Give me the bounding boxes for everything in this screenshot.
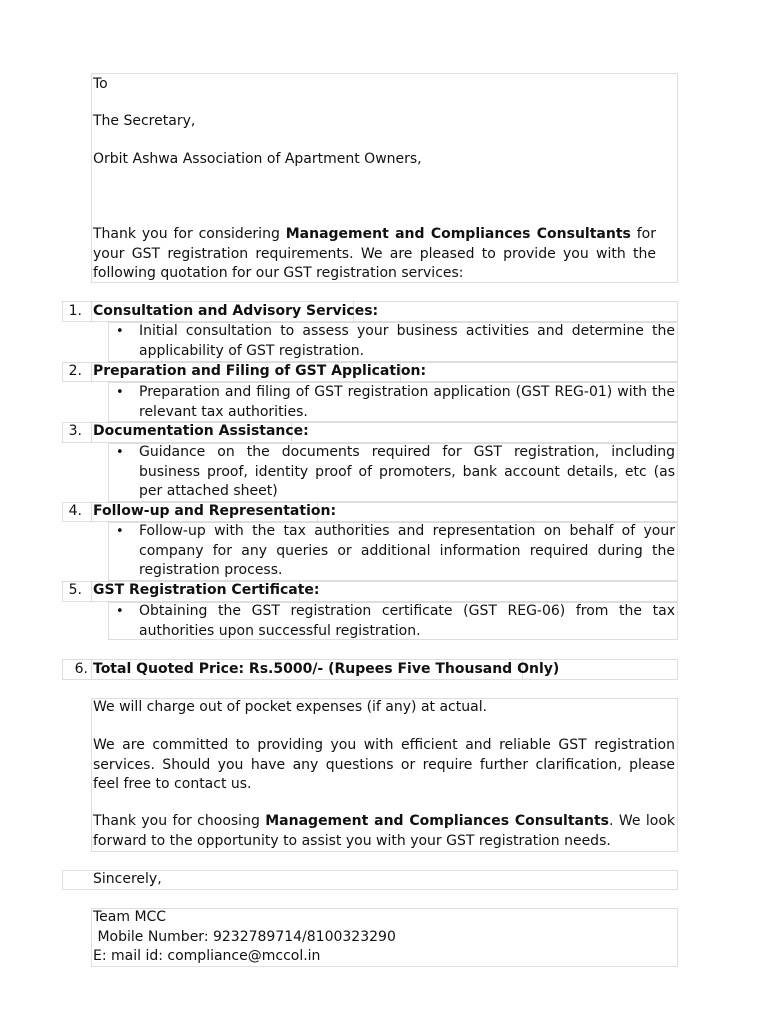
recipient-title: The Secretary, <box>93 113 196 129</box>
service-5-description: Obtaining the GST registration certificate (GST REG-06) from the tax authorities upon successful registration. <box>139 603 675 639</box>
intro-company-name: Management and Compliances Consultants <box>285 226 631 242</box>
service-2-bullet-mark: • <box>116 385 124 400</box>
service-5-title: GST Registration Certificate: <box>93 582 320 598</box>
service-4-description: Follow-up with the tax authorities and representation on behalf of your company for any queries or additional information required during the registration process. <box>139 523 675 578</box>
thanks-paragraph: Thank you for choosing Management and Compliances Consultants. We look forward to the opportunity to assist you with your GST registration needs. <box>93 813 675 849</box>
service-4-bullet-mark: • <box>116 524 124 539</box>
commitment-paragraph: We are committed to providing you with efficient and reliable GST registration services. Should you have any questions or require further clarification, please feel free to contact us. <box>93 737 675 792</box>
service-1-bullet-mark: • <box>116 324 124 339</box>
total-quoted-price: Total Quoted Price: Rs.5000/- (Rupees Five Thousand Only) <box>93 661 560 677</box>
service-3-description: Guidance on the documents required for GST registration, including business proof, identity proof of promoters, bank account details, etc (as per attached sheet) <box>139 444 675 499</box>
service-4-number: 4. <box>68 503 82 519</box>
salutation-to: To <box>93 76 108 92</box>
signature-mobile: Mobile Number: 9232789714/8100323290 <box>93 929 396 945</box>
service-1-number: 1. <box>68 303 82 319</box>
expenses-note: We will charge out of pocket expenses (if any) at actual. <box>93 699 488 715</box>
signature-email: E: mail id: compliance@mccol.in <box>93 948 321 964</box>
service-2-description: Preparation and filing of GST registration application (GST REG-01) with the relevant tax authorities. <box>139 384 675 420</box>
service-4-title: Follow-up and Representation: <box>93 503 337 519</box>
service-5-bullet-mark: • <box>116 604 124 619</box>
intro-paragraph: Thank you for considering Management and Compliances Consultants for your GST registration requirements. We are pleased to provide you with the following quotation for our GST registration services: <box>93 226 656 281</box>
service-1-title: Consultation and Advisory Services: <box>93 303 379 319</box>
signature-team: Team MCC <box>93 909 167 925</box>
service-3-bullet-mark: • <box>116 445 124 460</box>
sincerely: Sincerely, <box>93 871 162 887</box>
total-number: 6. <box>74 661 88 677</box>
service-1-description: Initial consultation to assess your business activities and determine the applicability of GST registration. <box>139 323 675 359</box>
thanks-company-name: Management and Compliances Consultants <box>265 813 609 829</box>
service-2-title: Preparation and Filing of GST Application: <box>93 363 427 379</box>
service-5-number: 5. <box>68 582 82 598</box>
service-3-number: 3. <box>68 423 82 439</box>
service-2-number: 2. <box>68 363 82 379</box>
service-3-title: Documentation Assistance: <box>93 423 309 439</box>
recipient-organization: Orbit Ashwa Association of Apartment Owners, <box>93 151 422 167</box>
